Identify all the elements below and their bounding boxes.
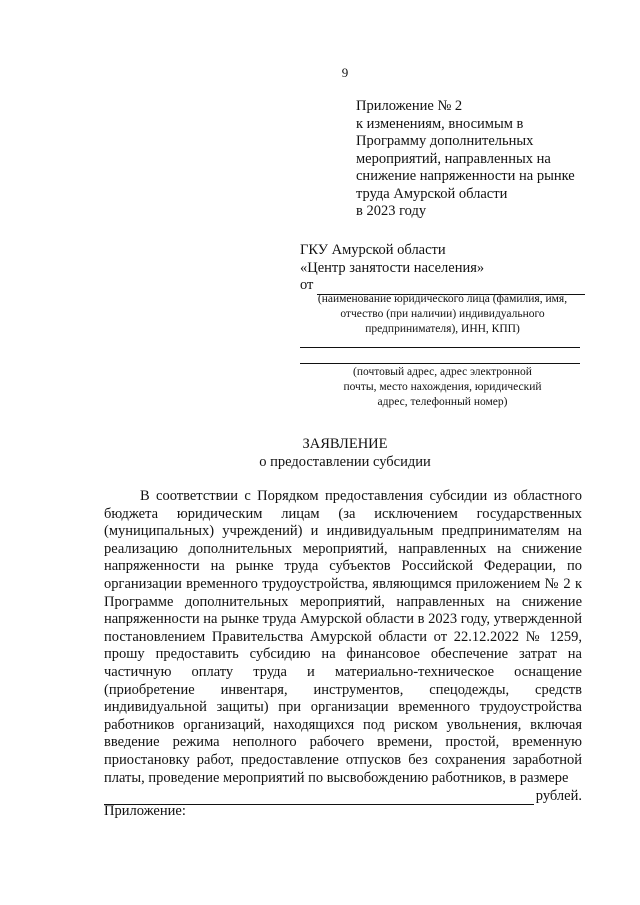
hint-line: (почтовый адрес, адрес электронной xyxy=(353,366,532,378)
annex-line: Приложение № 2 xyxy=(356,98,463,114)
body-line: постановлением Правительства Амурской области от 22.12.2022 № 1259, xyxy=(104,628,582,645)
body-line: введение режима неполного рабочего времени, простой, временную xyxy=(104,734,582,751)
hint-line: предпринимателя), ИНН, КПП) xyxy=(365,323,520,335)
amount-suffix: рублей. xyxy=(535,788,582,805)
body-line: напряженности на рынке труда Амурской области в 2023 году, утвержденной xyxy=(104,611,582,628)
body-line: работников организаций, находящихся под риском увольнения, включая xyxy=(104,716,582,733)
applicant-address-hint xyxy=(300,365,585,410)
body-line: (приобретение инвентаря, инструментов, спецодежды, средств xyxy=(104,681,582,698)
hint-line: отчество (при наличии) индивидуального xyxy=(340,308,545,320)
body-line: индивидуальной защиты) при организации временного трудоустройства xyxy=(104,699,582,716)
body-line: частичную оплату труда и материально-техническое оснащение xyxy=(104,663,582,680)
appendix-label: Приложение: xyxy=(104,803,186,819)
body-line: платы, проведение мероприятий по высвобождению работников, в размере xyxy=(104,769,569,786)
address-blank-line[interactable] xyxy=(300,363,580,364)
annex-line: Программу дополнительных xyxy=(356,133,534,149)
body-line: (муниципальных) учреждений) и индивидуальным предпринимателям на xyxy=(104,523,582,540)
hint-line: (наименование юридического лица (фамилия, имя, xyxy=(317,293,568,305)
application-body xyxy=(104,488,582,805)
annex-line: снижение напряженности на рынке xyxy=(356,168,575,184)
body-line: реализацию дополнительных мероприятий, направленных на снижение xyxy=(104,540,582,557)
hint-line: адрес, телефонный номер) xyxy=(377,396,508,408)
body-line: организации временного трудоустройства, являющимся приложением № 2 к xyxy=(104,575,582,592)
addressee-block xyxy=(300,242,585,295)
body-line: прошу предоставить субсидию на финансовое обеспечение затрат на xyxy=(104,646,582,663)
document-title: ЗАЯВЛЕНИЕ xyxy=(302,436,388,452)
annex-line: к изменениям, вносимым в xyxy=(356,115,524,132)
from-label: от xyxy=(300,277,314,293)
body-line: Программе дополнительных мероприятий, направленных на снижение xyxy=(104,593,582,610)
document-subtitle: о предоставлении субсидии xyxy=(259,454,431,470)
body-line: приостановку работ, предоставление отпусков без сохранения заработной xyxy=(104,751,582,768)
addressee-org-line: ГКУ Амурской области xyxy=(300,242,446,258)
annex-line: в 2023 году xyxy=(356,203,427,219)
annex-line: труда Амурской области xyxy=(356,185,508,202)
applicant-name-hint xyxy=(300,292,585,337)
body-line: бюджета юридическим лицам (за исключением государственных xyxy=(104,505,582,522)
body-line: напряженности на рынке труда субъектов Российской Федерации, по xyxy=(104,558,582,575)
address-blank-line[interactable] xyxy=(300,347,580,348)
page-number: 9 xyxy=(341,65,349,80)
annex-block xyxy=(356,98,596,221)
hint-line: почты, место нахождения, юридический xyxy=(343,381,542,393)
body-line: В соответствии с Порядком предоставления субсидии из областного xyxy=(140,488,582,504)
annex-line: мероприятий, направленных на xyxy=(356,150,551,167)
addressee-org-line: «Центр занятости населения» xyxy=(300,259,485,276)
